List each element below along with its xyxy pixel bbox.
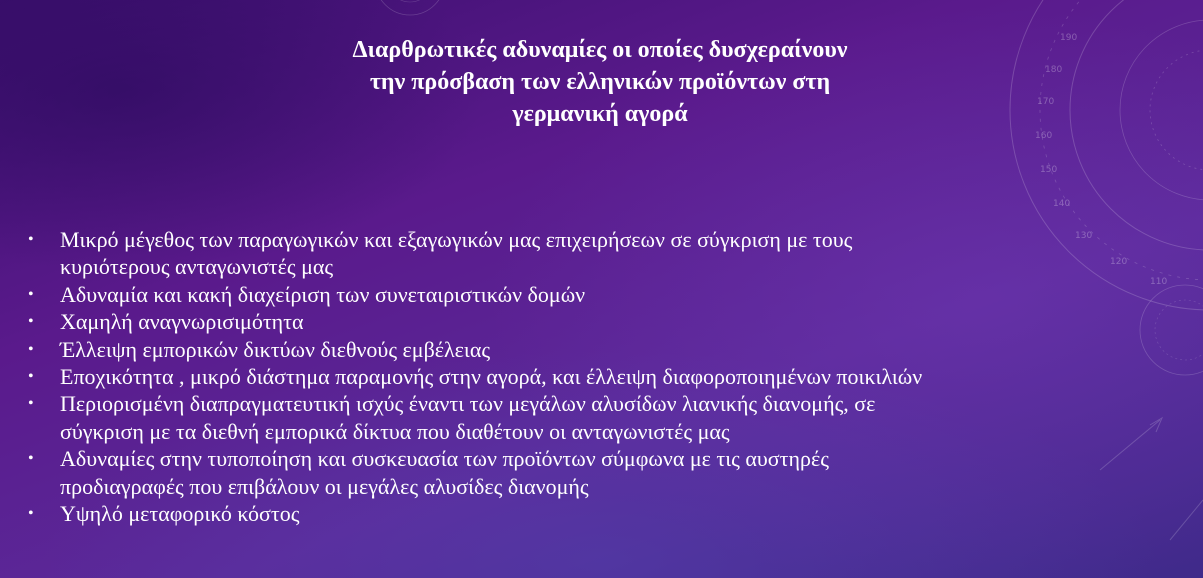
bullet-icon: • (28, 285, 34, 303)
list-item-text: Εποχικότητα , μικρό διάστημα παραμονής στην αγορά, και έλλειψη διαφοροποιημένων ποικιλιών (60, 364, 923, 390)
list-item (28, 390, 1198, 445)
bullet-icon: • (28, 231, 34, 248)
bullet-icon: • (28, 395, 34, 413)
dial-tick-label: 180 (1045, 65, 1063, 75)
list-item-text: προδιαγραφές που επιβάλουν οι μεγάλες αλυσίδες διανομής (60, 473, 589, 499)
bullet-icon: • (28, 340, 34, 358)
list-item (28, 226, 1198, 281)
list-item (28, 336, 1198, 363)
slide-title-line: την πρόσβαση των ελληνικών προϊόντων στη (369, 69, 831, 95)
list-item-text: Αδυναμίες στην τυποποίηση και συσκευασία των προϊόντων σύμφωνα με τις αυστηρές (60, 446, 829, 472)
dial-tick-label: 140 (1053, 199, 1071, 209)
list-item (28, 445, 1198, 500)
list-item-text: Χαμηλή αναγνωρισιμότητα (60, 309, 304, 335)
list-item-text: Περιορισμένη διαπραγματευτική ισχύς έναντι των μεγάλων αλυσίδων λιανικής διανομής, σε (60, 391, 876, 417)
dial-tick-label: 170 (1037, 97, 1055, 107)
bullet-icon: • (28, 313, 34, 331)
slide-title-line: γερμανική αγορά (512, 101, 688, 127)
list-item (28, 281, 1198, 308)
bullet-icon: • (28, 368, 34, 386)
dial-tick-label: 160 (1035, 131, 1053, 141)
list-item-text: Αδυναμία και κακή διαχείριση των συνεταιριστικών δομών (60, 281, 586, 307)
dial-tick-label: 110 (1150, 277, 1168, 287)
list-item (28, 500, 1198, 527)
bullet-icon: • (28, 505, 34, 523)
list-item-text: Υψηλό μεταφορικό κόστος (60, 501, 300, 527)
dial-tick-label: 120 (1110, 257, 1128, 267)
slide-title-line: Διαρθρωτικές αδυναμίες οι οποίες δυσχεραίνουν (352, 37, 848, 63)
slide-title (250, 34, 950, 130)
list-item-text: σύγκριση με τα διεθνή εμπορικά δίκτυα που διαθέτουν οι ανταγωνιστές μας (60, 418, 730, 444)
list-item-text: Έλλειψη εμπορικών δικτύων διεθνούς εμβέλειας (60, 336, 491, 362)
bullet-icon: • (28, 450, 34, 468)
list-item (28, 363, 1198, 390)
bullet-list (28, 226, 1198, 527)
list-item-text: κυριότερους ανταγωνιστές μας (60, 254, 334, 280)
dial-tick-label: 130 (1075, 231, 1093, 241)
list-item (28, 308, 1198, 335)
dial-tick-label: 150 (1040, 165, 1058, 175)
dial-tick-label: 190 (1060, 33, 1078, 43)
list-item-text: Μικρό μέγεθος των παραγωγικών και εξαγωγικών μας επιχειρήσεων σε σύγκριση με τους (60, 227, 853, 252)
